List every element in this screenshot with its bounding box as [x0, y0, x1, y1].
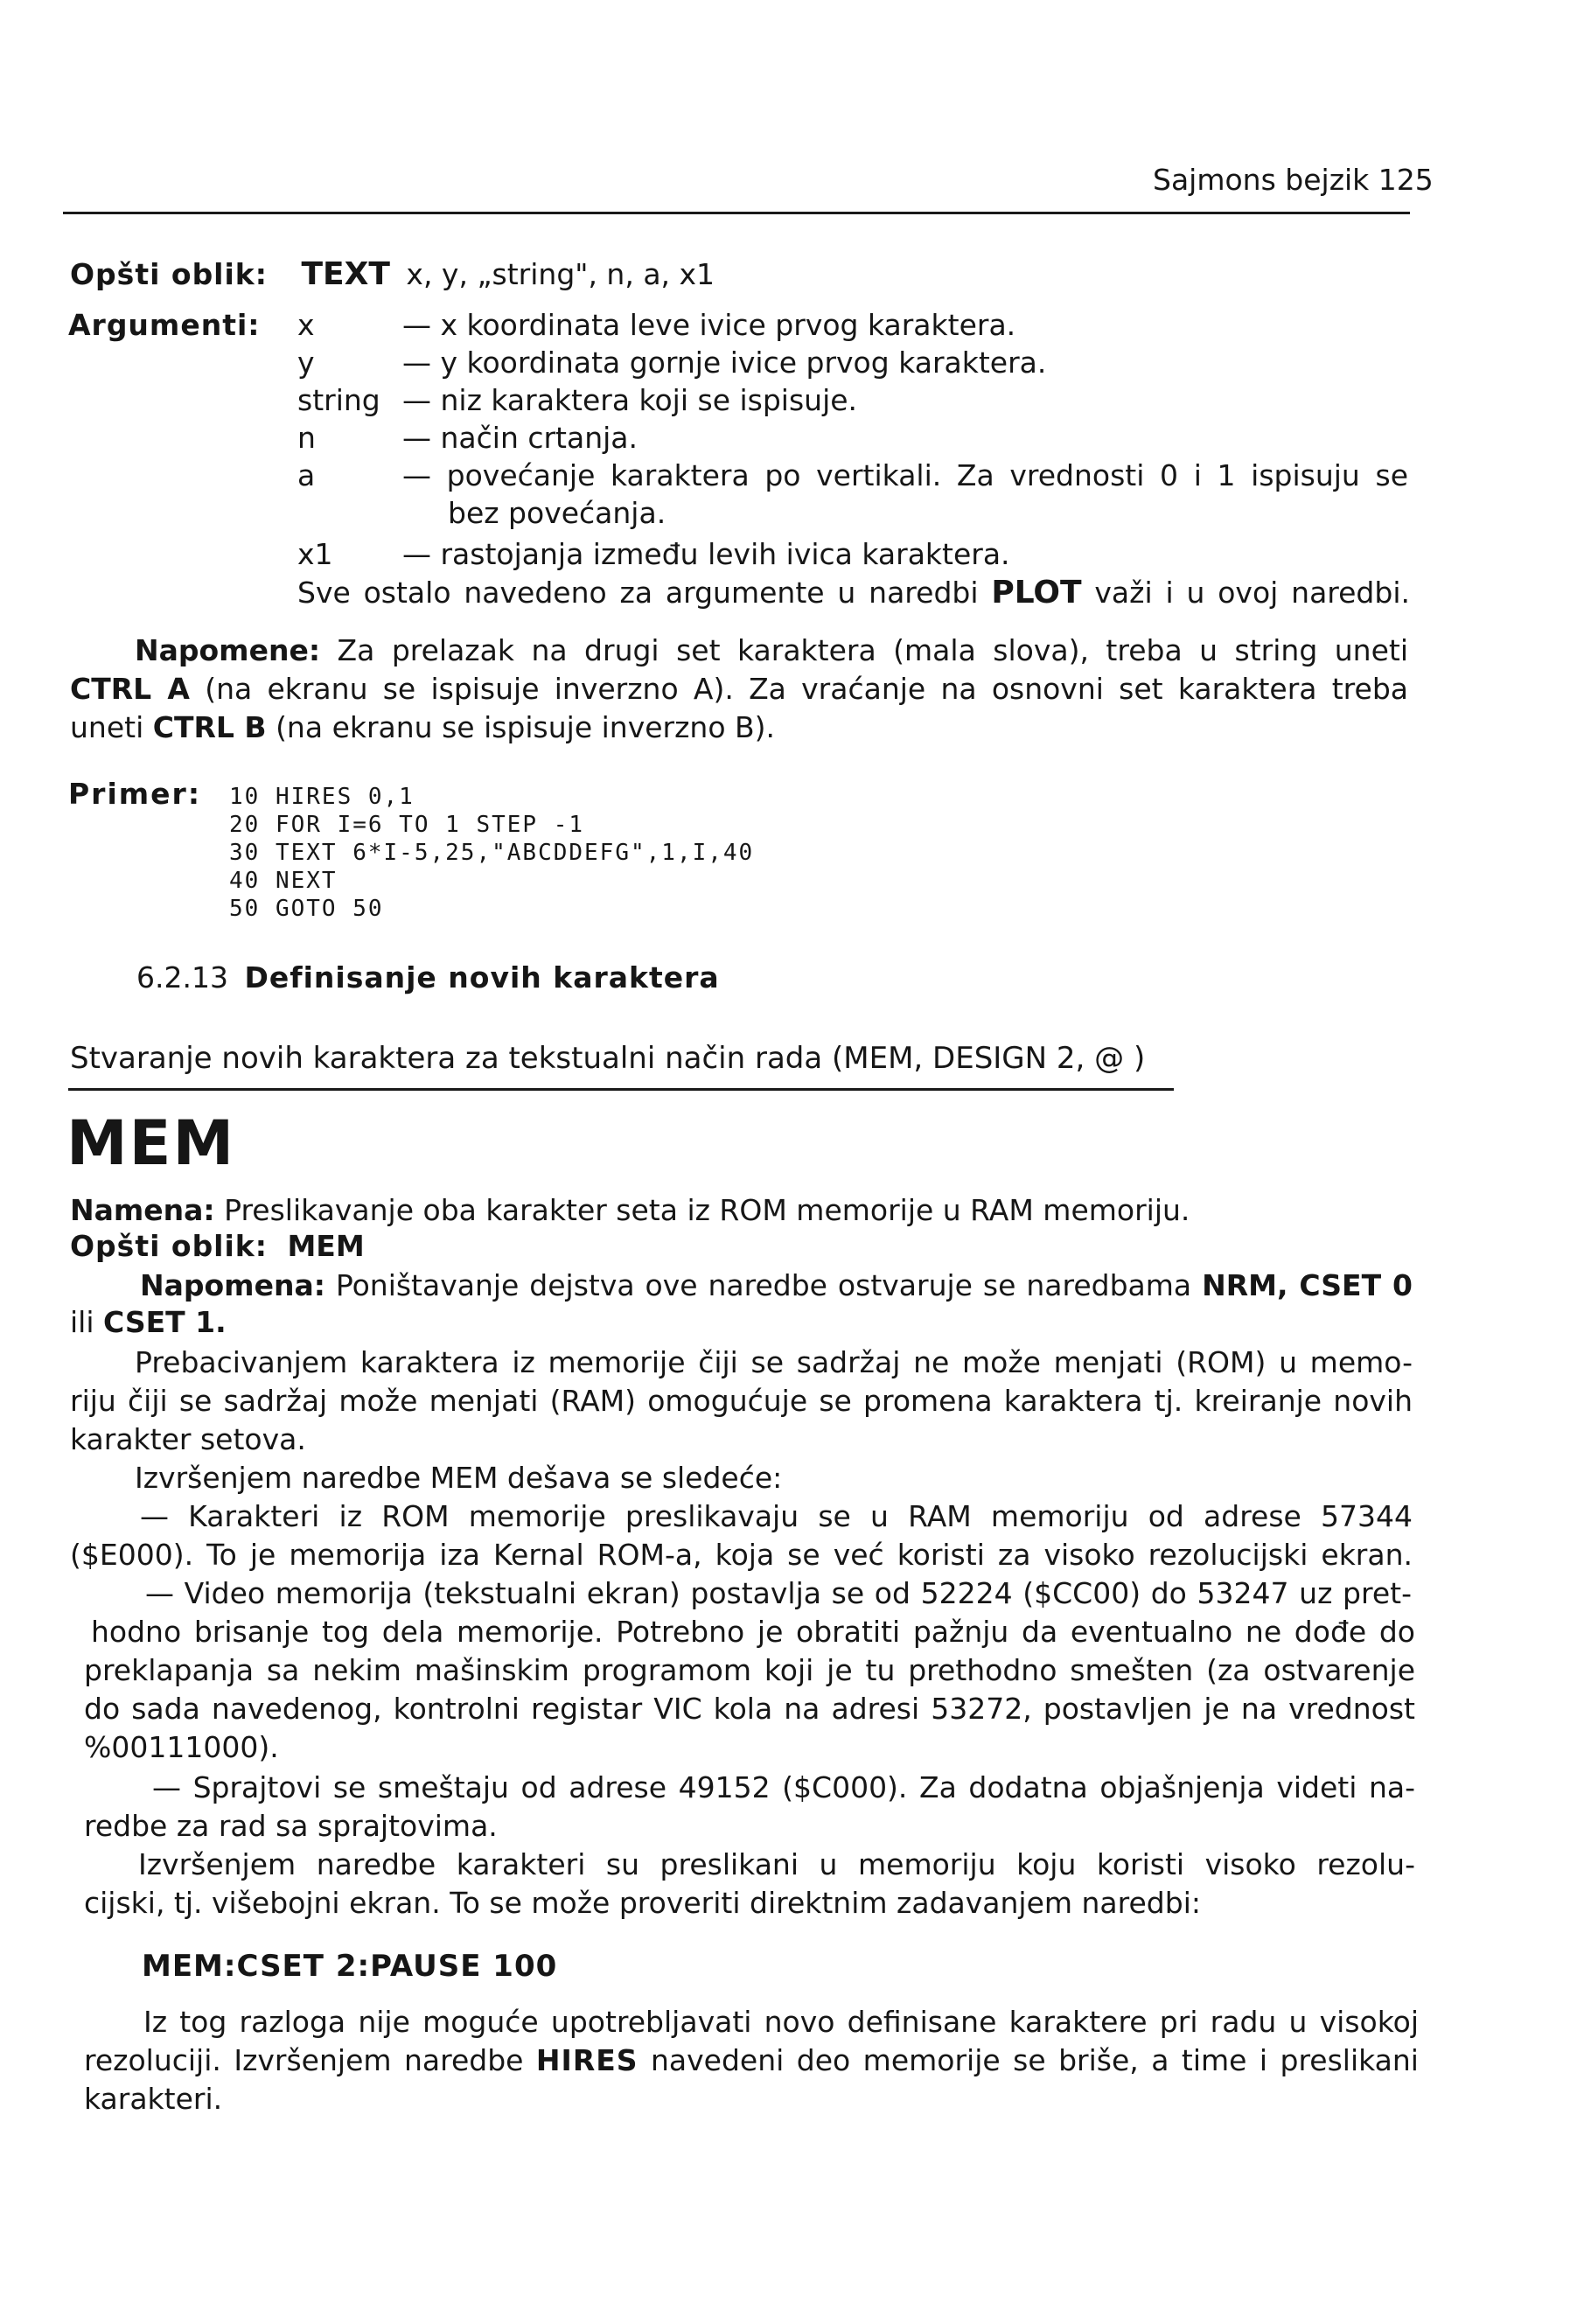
notes-text-3-pre: uneti — [70, 710, 144, 744]
notes-line-2 — [70, 670, 1408, 708]
para1-line: Prebacivanjem karaktera iz memorije čiji se sadržaj ne može menjati (ROM) u memo- — [135, 1345, 1413, 1379]
running-header: Sajmons bejzik 125 — [1153, 163, 1434, 197]
mem-cset-command: MEM:CSET 2:PAUSE 100 — [142, 1949, 558, 1984]
bullet1-line: ($E000). To je memorija iza Kernal ROM-a, koja se već koristi za visoko rezolucijski ekran. — [70, 1538, 1413, 1572]
subtitle-rule — [68, 1088, 1174, 1091]
bullet3-line: redbe za rad sa sprajtovima. — [84, 1809, 498, 1843]
para4-line: karakteri. — [84, 2082, 223, 2116]
code-line: 40 NEXT — [229, 868, 338, 894]
arg-desc-x1: — rastojanja između levih ivica karaktera. — [402, 537, 1010, 571]
plot-command: PLOT — [991, 575, 1082, 611]
bullet2-line: hodno brisanje tog dela memorije. Potrebno je obratiti pažnju da eventualno ne dođe do — [91, 1615, 1415, 1649]
arg-name-x1: x1 — [297, 537, 333, 571]
arg-desc-x: — x koordinata leve ivice prvog karaktera. — [402, 308, 1016, 342]
code-line: 30 TEXT 6*I-5,25,"ABCDDEFG",1,I,40 — [229, 840, 755, 866]
section-subtitle: Stvaranje novih karaktera za tekstualni način rada (MEM, DESIGN 2, @ ) — [70, 1041, 1146, 1076]
arg-desc-a-continued: bez povećanja. — [448, 496, 666, 530]
section-number: 6.2.13 — [136, 960, 228, 995]
bullet2-line: — Video memorija (tekstualni ekran) postavlja se od 52224 ($CC00) do 53247 uz pret- — [145, 1576, 1412, 1610]
para1-line: riju čiji se sadržaj može menjati (RAM) omogućuje se promena karaktera tj. kreiranje novih — [70, 1384, 1413, 1418]
mem-heading: MEM — [66, 1107, 236, 1179]
notes-text-1: Za prelazak na drugi set karaktera (mala slova), treba u string uneti — [337, 633, 1408, 667]
para4-line2-pre: rezoluciji. Izvršenjem naredbe — [84, 2043, 524, 2077]
notes-line-3 — [70, 708, 775, 747]
para1-line: karakter setova. — [70, 1422, 306, 1456]
bullet1-line: — Karakteri iz ROM memorije preslikavaju se u RAM memoriju od adrese 57344 — [140, 1499, 1413, 1533]
mem-purpose — [70, 1191, 1190, 1230]
para3-line: Izvršenjem naredbe karakteri su preslikani u memoriju koju koristi visoko rezolu- — [138, 1847, 1415, 1881]
para2: Izvršenjem naredbe MEM dešava se sledeće: — [135, 1461, 783, 1495]
arg-desc-n: — način crtanja. — [402, 421, 638, 455]
note-commands: NRM, CSET 0 — [1202, 1268, 1413, 1302]
notes-text-3-post: (na ekranu se ispisuje inverzno B). — [276, 710, 776, 744]
plot-note — [297, 574, 1410, 612]
ctrl-a-key: CTRL A — [70, 672, 190, 706]
para4-line — [84, 2041, 1419, 2080]
purpose-label: Namena: — [70, 1193, 215, 1227]
arg-name-a: a — [297, 458, 316, 492]
bullet2-line: %00111000). — [84, 1730, 279, 1764]
arg-desc-y: — y koordinata gornje ivice prvog karaktera. — [402, 345, 1047, 380]
section-title: Definisanje novih karaktera — [244, 960, 720, 995]
arg-name-string: string — [297, 383, 380, 417]
note-label: Napomena: — [140, 1268, 325, 1302]
ctrl-b-key: CTRL B — [152, 710, 267, 744]
note-line2-pre: ili — [70, 1305, 94, 1339]
section-heading — [136, 959, 720, 997]
plot-note-pre: Sve ostalo navedeno za argumente u naredbi — [297, 576, 979, 610]
purpose-text: Preslikavanje oba karakter seta iz ROM memorije u RAM memoriju. — [224, 1193, 1190, 1227]
note-line2-command: CSET 1. — [103, 1305, 227, 1339]
code-line: 50 GOTO 50 — [229, 896, 384, 922]
arg-desc-a: — povećanje karaktera po vertikali. Za vrednosti 0 i 1 ispisuju se — [402, 458, 1408, 492]
text-general-form — [70, 255, 715, 294]
mem-general-form — [70, 1227, 365, 1266]
text-command-args: x, y, „string", n, a, x1 — [406, 257, 715, 291]
general-form-label: Opšti oblik: — [70, 257, 268, 291]
text-command: TEXT — [301, 256, 390, 292]
code-line: 10 HIRES 0,1 — [229, 784, 415, 810]
bullet2-line: preklapanja sa nekim mašinskim programom koji je tu prethodno smešten (za ostvarenje — [84, 1653, 1415, 1687]
notes-label: Napomene: — [135, 633, 321, 667]
bullet2-line: do sada navedenog, kontrolni registar VIC kola na adresi 53272, postavljen je na vrednost — [84, 1692, 1415, 1726]
para4-line: Iz tog razloga nije moguće upotrebljavati novo definisane karaktere pri radu u visokoj — [143, 2005, 1419, 2039]
notes-line-1 — [70, 632, 1408, 670]
arg-name-y: y — [297, 345, 315, 380]
mem-note-line-1 — [70, 1267, 1413, 1305]
arg-desc-string: — niz karaktera koji se ispisuje. — [402, 383, 858, 417]
bullet3-line: — Sprajtovi se smeštaju od adrese 49152 ($C000). Za dodatna objašnjenja videti na- — [152, 1770, 1415, 1804]
mem-note-line-2 — [70, 1303, 227, 1342]
para3-line: cijski, tj. višebojni ekran. To se može proveriti direktnim zadavanjem naredbi: — [84, 1886, 1201, 1920]
plot-note-post: važi i u ovoj naredbi. — [1094, 576, 1410, 610]
notes-text-2: (na ekranu se ispisuje inverzno A). Za vraćanje na osnovni set karaktera treba — [205, 672, 1408, 706]
para4-line2-post: navedeni deo memorije se briše, a time i preslikani — [651, 2043, 1419, 2077]
header-rule — [63, 212, 1410, 214]
code-line: 20 FOR I=6 TO 1 STEP -1 — [229, 812, 585, 838]
mem-command: MEM — [287, 1229, 365, 1263]
arg-name-x: x — [297, 308, 315, 342]
hires-command: HIRES — [535, 2043, 638, 2077]
example-label: Primer: — [68, 777, 202, 811]
arg-name-n: n — [297, 421, 316, 455]
arguments-label: Argumenti: — [68, 308, 261, 342]
note-text: Poništavanje dejstva ove naredbe ostvaruje se naredbama — [335, 1268, 1192, 1302]
general-form-label: Opšti oblik: — [70, 1229, 268, 1263]
